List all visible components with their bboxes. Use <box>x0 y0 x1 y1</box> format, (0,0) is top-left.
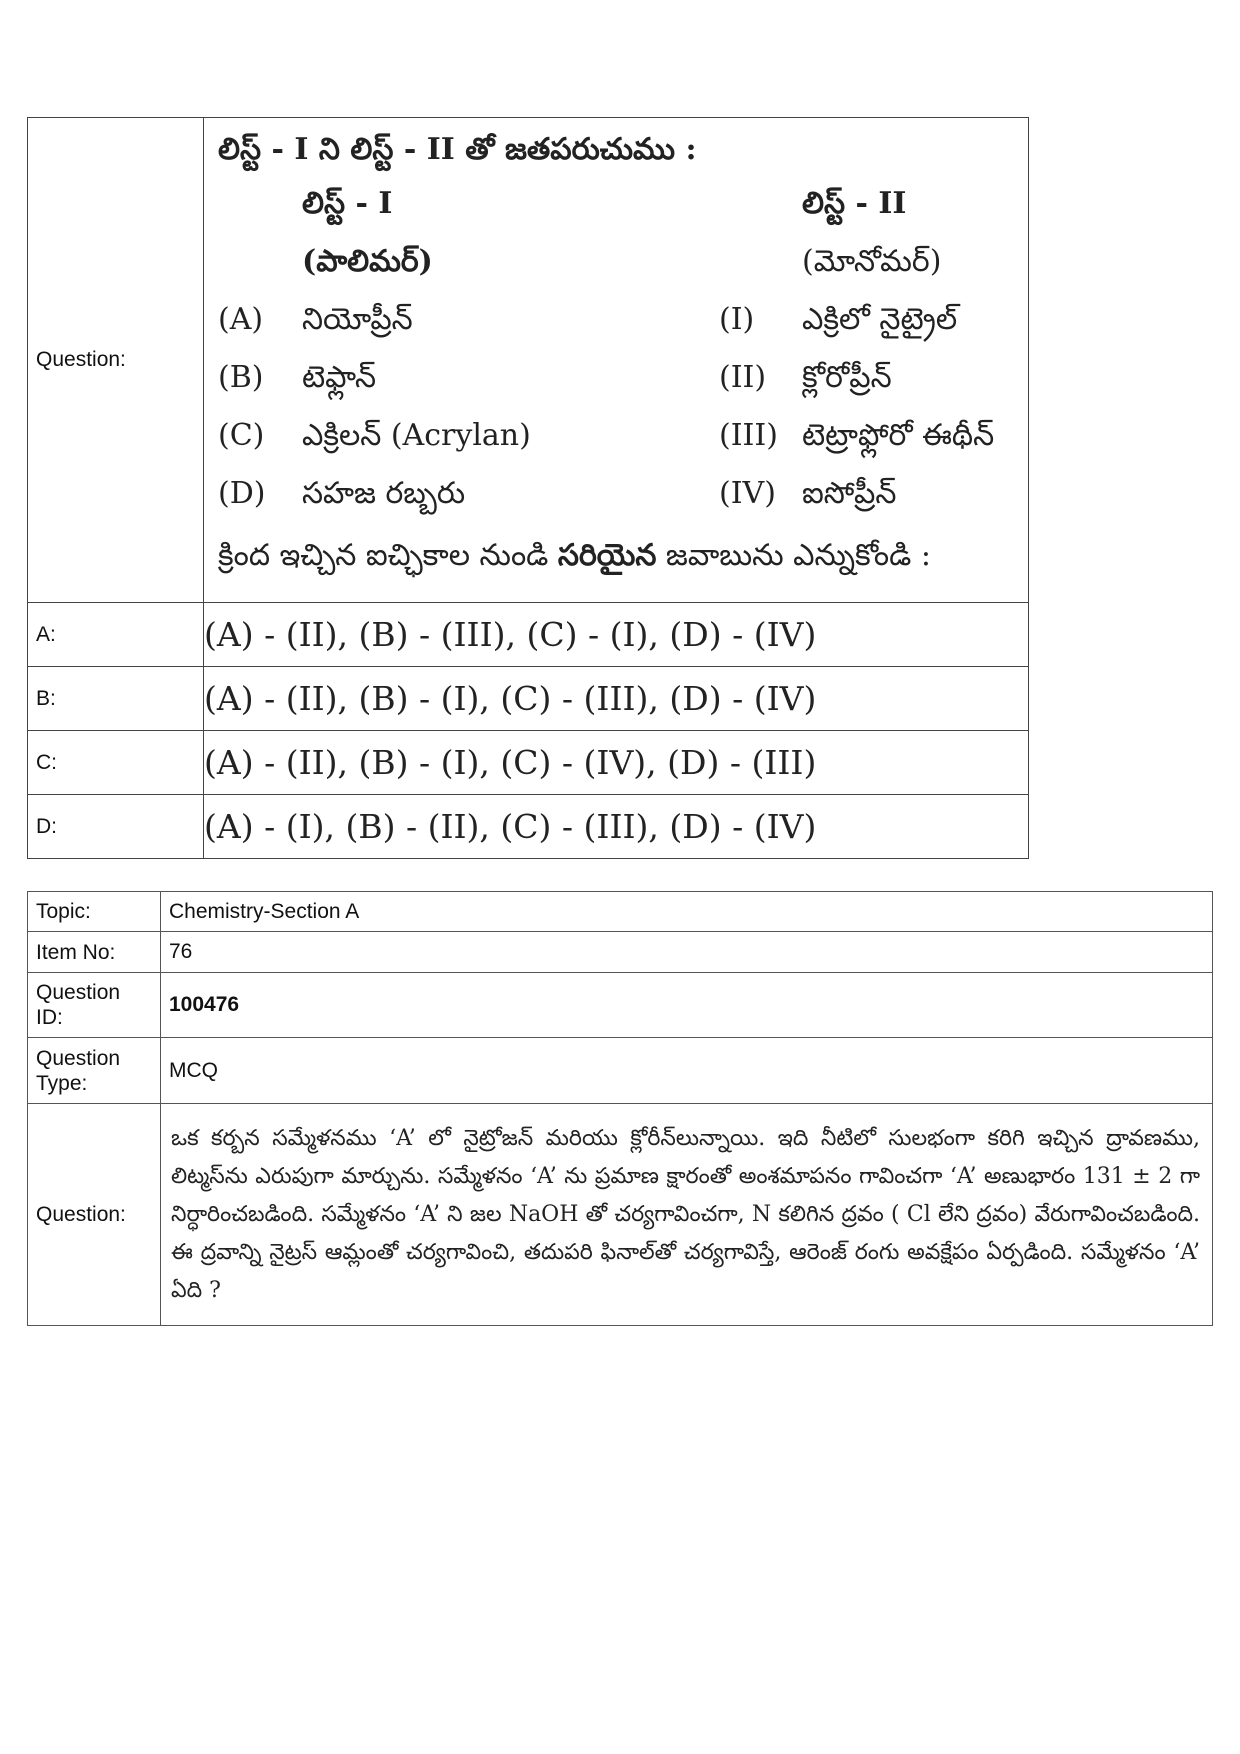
list1-subheader: (పాలిమర్) <box>302 244 433 279</box>
item-no-value: 76 <box>161 932 1213 973</box>
list1-item: సహజ రబ్బరు <box>302 476 466 511</box>
list2-item: ఎక్రిలో నైట్రైల్ <box>802 302 958 337</box>
option-c: (A) - (II), (B) - (I), (C) - (IV), (D) - (III) <box>204 731 1029 795</box>
question-type-value: MCQ <box>161 1038 1213 1104</box>
question-type-label: Question Type: <box>28 1038 161 1104</box>
topic-value: Chemistry-Section A <box>161 892 1213 932</box>
list1-key: (A) <box>218 302 264 337</box>
list1-key: (B) <box>218 360 264 395</box>
list2-subheader: (మోనోమర్) <box>802 244 942 279</box>
question-body <box>204 118 1029 603</box>
list1-header: లిస్ట్ - I <box>302 186 393 221</box>
option-label-a: A: <box>28 603 204 667</box>
item-no-label: Item No: <box>28 932 161 973</box>
option-label-c: C: <box>28 731 204 795</box>
list1-item: నియోప్రీన్ <box>302 302 413 337</box>
option-a: (A) - (II), (B) - (III), (C) - (I), (D) - (IV) <box>204 603 1029 667</box>
question-instruction <box>218 538 931 580</box>
list2-key: (II) <box>719 360 767 395</box>
list1-key: (D) <box>218 476 266 511</box>
instruction-text: క్రింద ఇచ్చిన ఐచ్ఛికాల నుండి <box>218 538 558 573</box>
list2-item: టెట్రాఫ్లోరో ఈథీన్ <box>802 418 995 453</box>
option-d: (A) - (I), (B) - (II), (C) - (III), (D) - (IV) <box>204 795 1029 859</box>
question2-label: Question: <box>28 1104 161 1326</box>
list2-header: లిస్ట్ - II <box>802 186 907 221</box>
list2-key: (I) <box>719 302 755 337</box>
question-label: Question: <box>28 118 204 603</box>
question2-text: ఒక కర్బన సమ్మేళనము ‘A’ లో నైట్రోజన్ మరియు క్లోరీన్‌లున్నాయి. ఇది నీటిలో సులభంగా కరిగి ఇచ్చిన ద్రావణము, లిట్మస్‌ను ఎరుపుగా మార్చును. సమ్మేళనం ‘A’ ను ప్రమాణ క్షారంతో అంశమాపనం గావించగా ‘A’ అణుభారం 131 ± 2 గా నిర్ధారించబడింది. సమ్మేళనం ‘A’ ని జల NaOH తో చర్యగావించగా, N కలిగిన ద్రవం ( Cl లేని ద్రవం) వేరుగావించబడింది. ఈ ద్రవాన్ని నైట్రస్ ఆమ్లంతో చర్యగావించి, తదుపరి ఫినాల్‌తో చర్యగావిస్తే, ఆరెంజ్ రంగు అవక్షేపం ఏర్పడింది. సమ్మేళనం ‘A’ ఏది ? <box>171 1125 1200 1303</box>
question-id-value: 100476 <box>161 973 1213 1038</box>
instruction-text-end: జవాబును ఎన్నుకోండి : <box>656 538 931 573</box>
question2-body <box>161 1104 1213 1326</box>
option-label-d: D: <box>28 795 204 859</box>
instruction-emphasis: సరియైన <box>557 538 657 573</box>
option-b: (A) - (II), (B) - (I), (C) - (III), (D) - (IV) <box>204 667 1029 731</box>
question-id-label: Question ID: <box>28 973 161 1038</box>
list2-key: (III) <box>719 418 778 453</box>
topic-label: Topic: <box>28 892 161 932</box>
list1-item: టెఫ్లాన్ <box>302 360 377 395</box>
list2-item: క్లోరోప్రీన్ <box>802 360 892 395</box>
list2-key: (IV) <box>719 476 776 511</box>
list1-item: ఎక్రిలన్ (Acrylan) <box>302 418 531 453</box>
option-label-b: B: <box>28 667 204 731</box>
list2-item: ఐసోప్రీన్ <box>802 476 897 511</box>
question-table <box>27 117 1029 859</box>
question-meta-table <box>27 891 1213 1326</box>
list1-key: (C) <box>218 418 265 453</box>
question-intro: లిస్ట్ - I ని లిస్ట్ - II తో జతపరుచుము : <box>218 132 697 167</box>
